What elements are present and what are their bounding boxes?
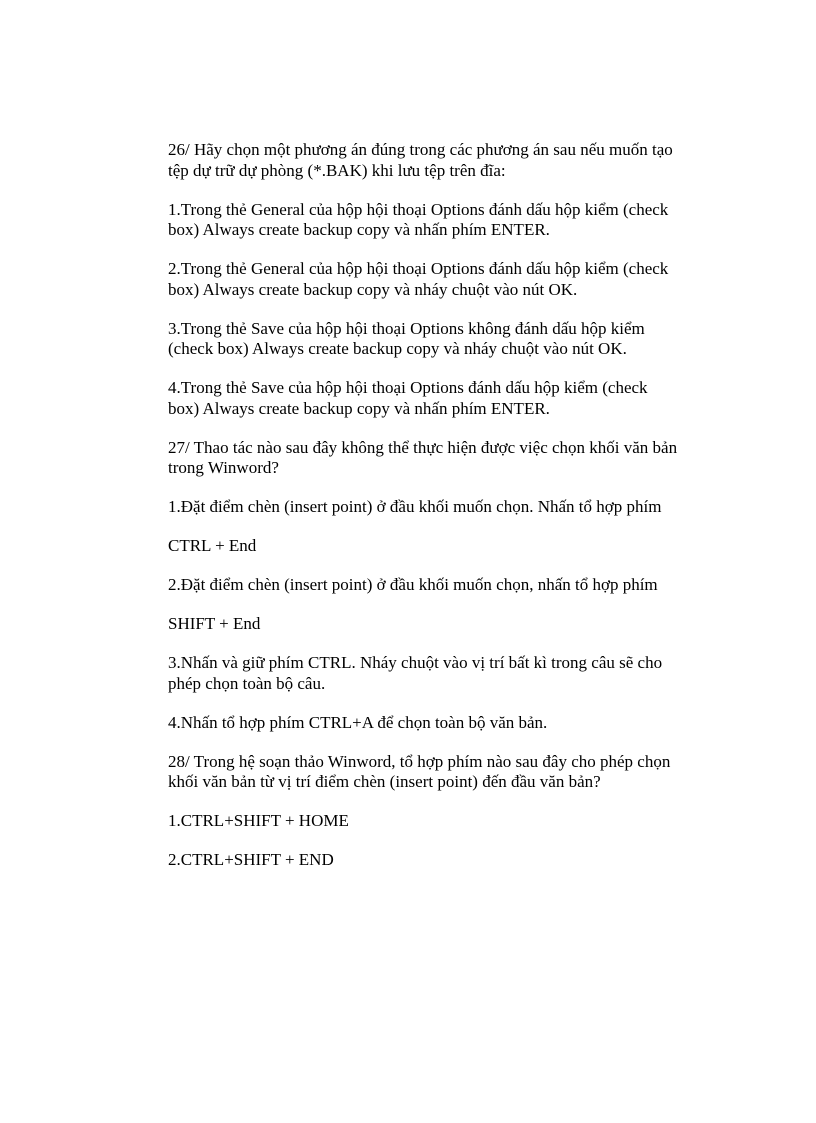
- question-26: 26/ Hãy chọn một phương án đúng trong các phương án sau nếu muốn tạo tệp dự trữ dự phòng (*.BAK) khi lưu tệp trên đĩa:: [168, 140, 673, 180]
- q26-option-1: 1.Trong thẻ General của hộp hội thoại Options đánh dấu hộp kiểm (check box) Always create backup copy và nhấn phím ENTER.: [168, 199, 669, 239]
- question-28: 28/ Trong hệ soạn thảo Winword, tổ hợp phím nào sau đây cho phép chọn khối văn bản từ vị trí điểm chèn (insert point) đến đầu văn bản?: [168, 751, 671, 791]
- q27-option-1-keys: CTRL + End: [168, 536, 257, 555]
- question-27: 27/ Thao tác nào sau đây không thể thực hiện được việc chọn khối văn bản trong Winword?: [168, 437, 678, 477]
- q26-option-3: 3.Trong thẻ Save của hộp hội thoại Options không đánh dấu hộp kiểm (check box) Always create backup copy và nháy chuột vào nút OK.: [168, 318, 645, 358]
- q27-option-2: 2.Đặt điểm chèn (insert point) ở đầu khối muốn chọn, nhấn tổ hợp phím: [168, 575, 658, 594]
- q27-option-4: 4.Nhấn tổ hợp phím CTRL+A để chọn toàn bộ văn bản.: [168, 712, 548, 732]
- q27-option-1: 1.Đặt điểm chèn (insert point) ở đầu khối muốn chọn. Nhấn tổ hợp phím: [168, 497, 662, 516]
- q27-option-3: 3.Nhấn và giữ phím CTRL. Nháy chuột vào vị trí bất kì trong câu sẽ cho phép chọn toàn bộ câu.: [168, 653, 663, 693]
- q27-option-2-keys: SHIFT + End: [168, 614, 261, 633]
- q26-option-4: 4.Trong thẻ Save của hộp hội thoại Options đánh dấu hộp kiểm (check box) Always create backup copy và nhấn phím ENTER.: [168, 378, 648, 418]
- document-page: [168, 140, 678, 889]
- q28-option-1: 1.CTRL+SHIFT + HOME: [168, 811, 349, 830]
- q26-option-2: 2.Trong thẻ General của hộp hội thoại Options đánh dấu hộp kiểm (check box) Always create backup copy và nháy chuột vào nút OK.: [168, 259, 669, 299]
- q28-option-2: 2.CTRL+SHIFT + END: [168, 850, 334, 869]
